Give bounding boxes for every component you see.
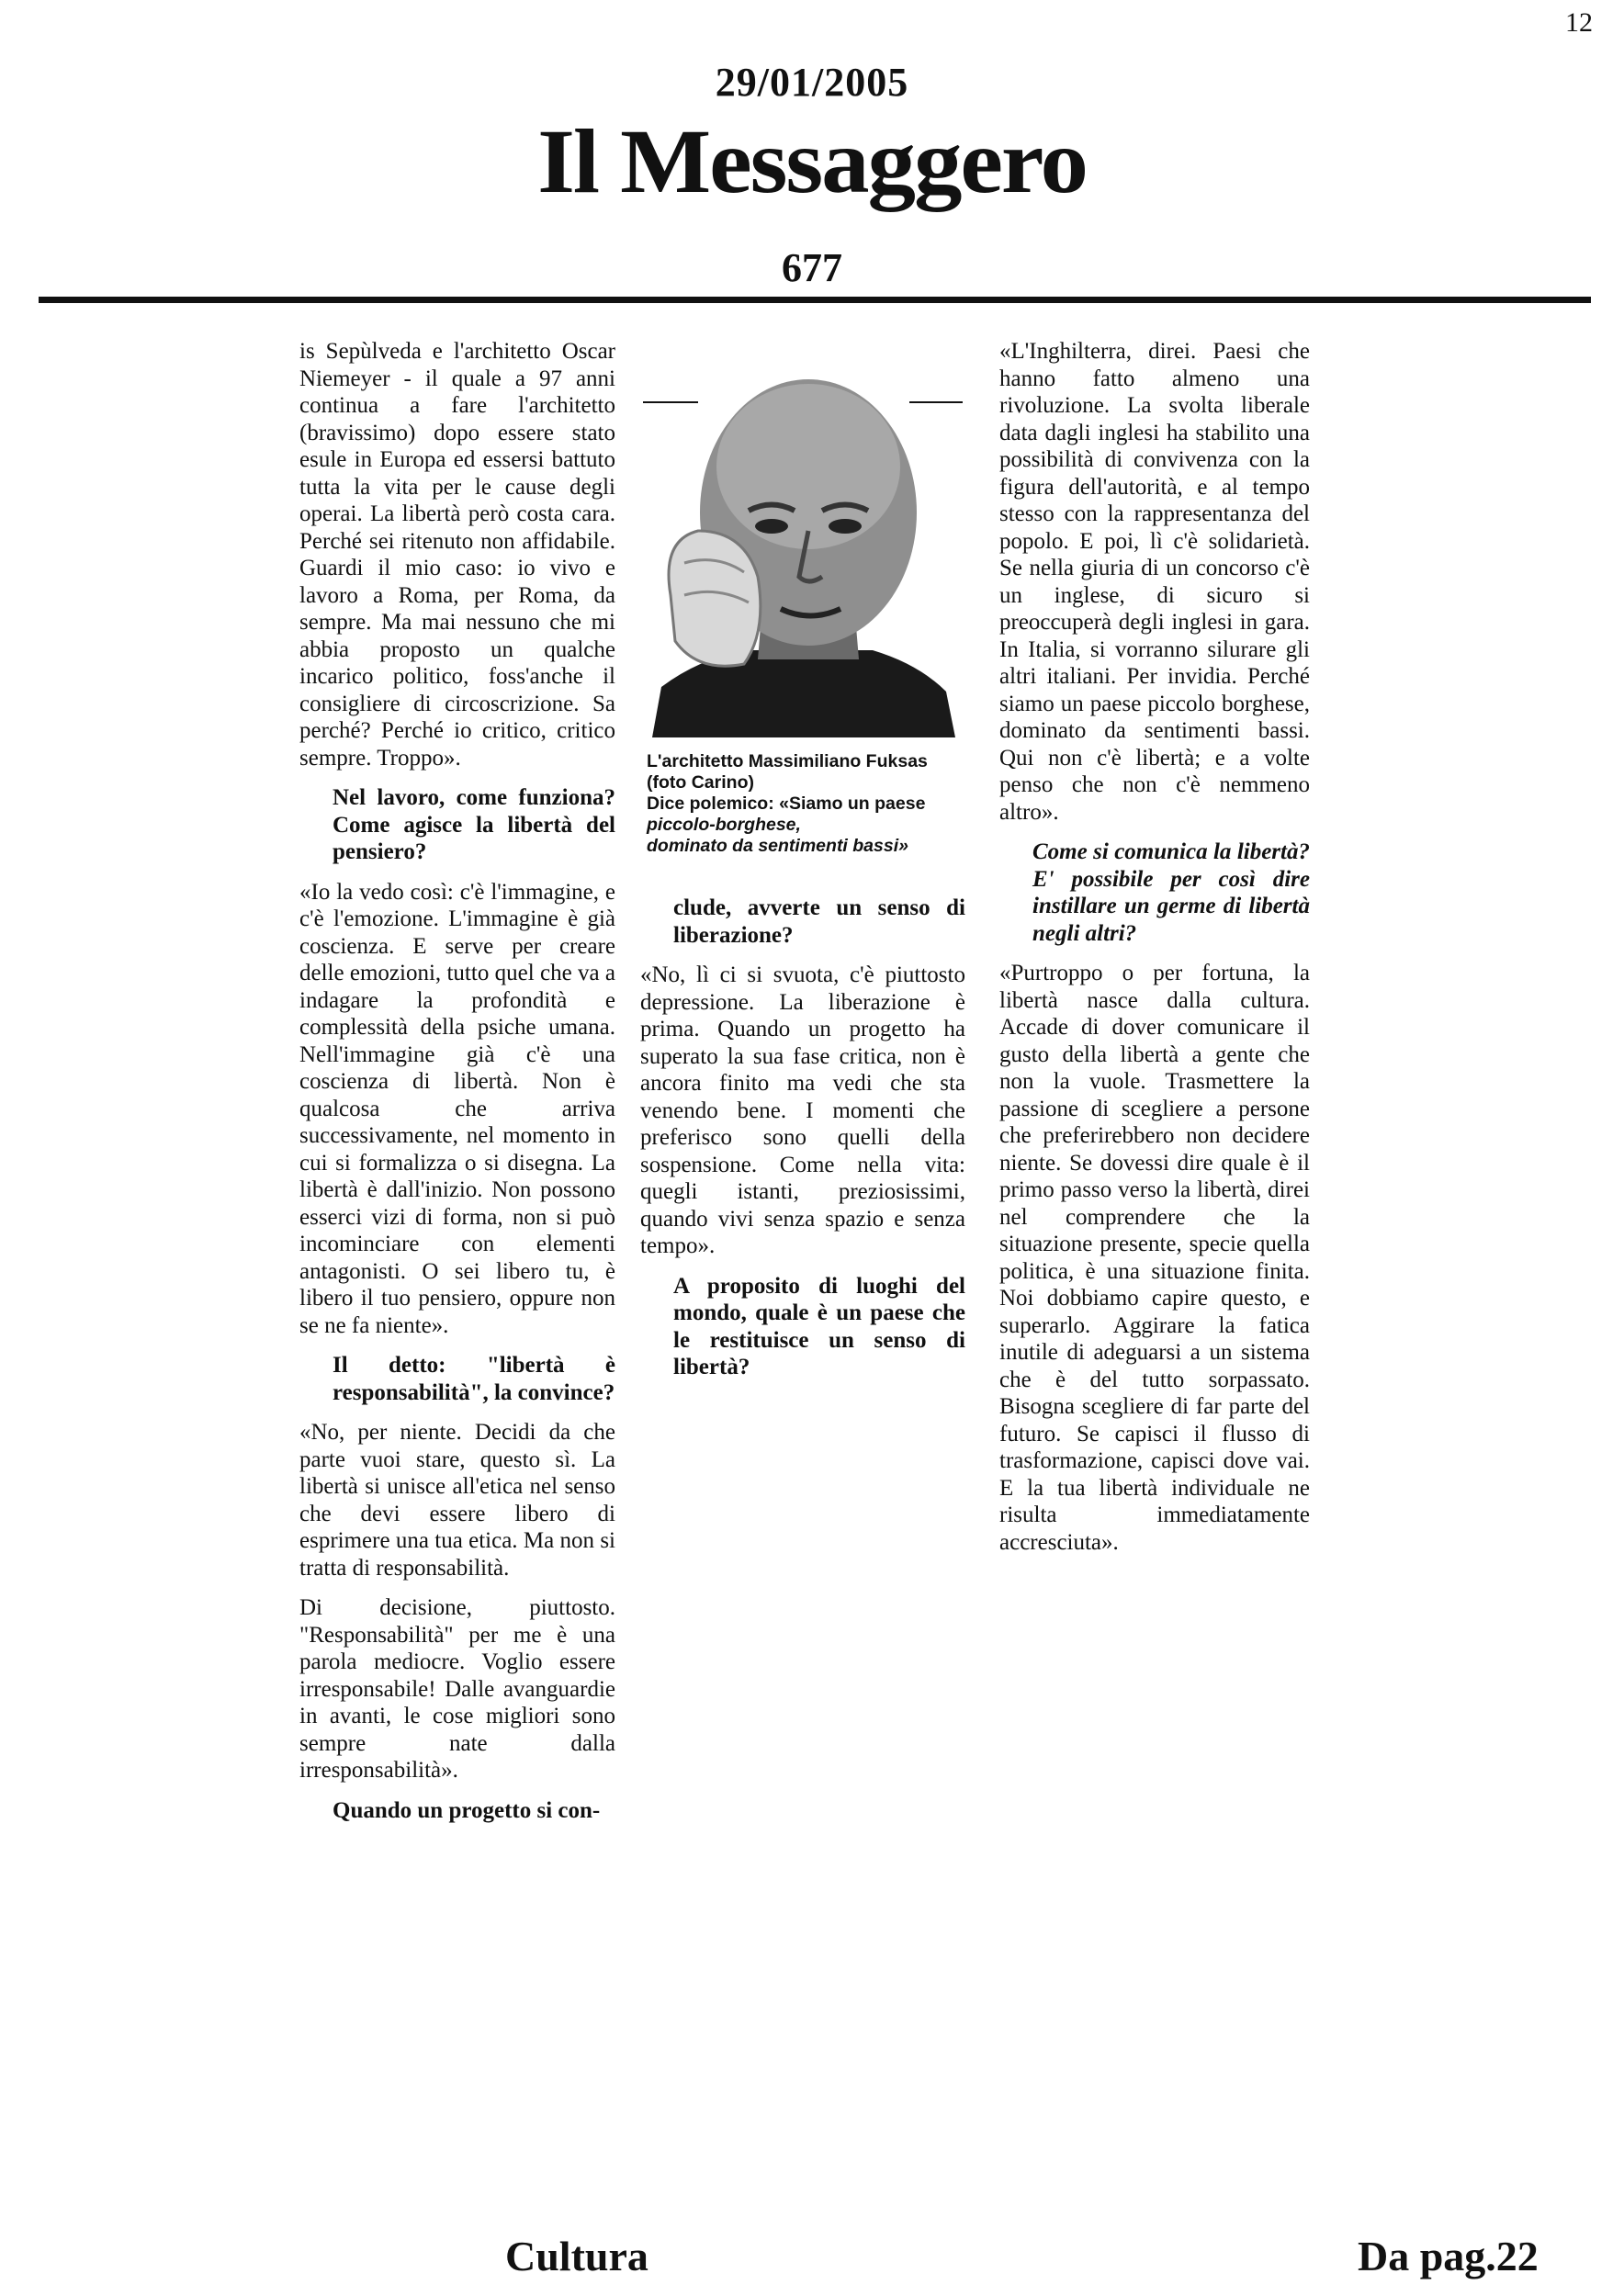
masthead-date: 29/01/2005 (715, 60, 909, 105)
article-column-middle (640, 895, 965, 1394)
paragraph: «No, per niente. Decidi da che parte vuoi stare, questo sì. La libertà si unisce all'etica nel senso che devi essere libero di esprimere una tua etica. Ma non si tratta di responsabilità. (299, 1420, 615, 1581)
caption-line: (foto Carino) (647, 772, 754, 793)
newspaper-logo: Il Messaggero (537, 110, 1087, 212)
caption-line: dominato da sentimenti bassi» (647, 836, 908, 856)
page-number: 12 (1565, 7, 1593, 38)
interview-question: Quando un progetto si con- (333, 1797, 601, 1823)
header-rule (39, 297, 1591, 303)
portrait-image (643, 356, 963, 737)
paragraph: Di decisione, piuttosto. "Responsabilità" per me è una parola mediocre. Voglio essere irresponsabile! Dalle avanguardie in avanti, le cose migliori sono sempre nate dalla irresponsabilità». (299, 1595, 615, 1783)
photo-caption (647, 751, 968, 857)
caption-line: L'architetto Massimiliano Fuksas (647, 751, 928, 771)
article-column-right (999, 338, 1310, 1569)
interview-question: clude, avverte un senso di liberazione? (673, 895, 965, 948)
article-column-left (299, 338, 615, 1837)
paragraph: «L'Inghilterra, direi. Paesi che hanno fatto almeno una rivoluzione. La svolta liberale data dagli inglesi ha stabilito una possibilità di convivenza con la figura dell'autorità, e al tempo stesso con la rappresentanza del popolo. E poi, lì c'è solidarietà. Se nella giuria di un concorso c'è un inglese, di sicuro si preoccuperà degli inglesi in gara. In Italia, si vorranno silurare gli altri italiani. Per invidia. Perché siamo un paese piccolo borghese, dominato da sentimenti bassi. Qui non c'è libertà; e a volte penso che non c'è nemmeno altro». (999, 339, 1310, 825)
paragraph: «Purtroppo o per fortuna, la libertà nasce dalla cultura. Accade di dover comunicare il gusto della libertà a gente che non la vuole. Trasmettere la passione di scegliere a persone che preferirebbero non decidere niente. Se dovessi dire quale è il primo passo verso la libertà, direi nel comprendere che la situazione presente, specie quella politica, è una situazione finita. Noi dobbiamo capire questo, e superarlo. Aggirare la fatica inutile di adeguarsi a un sistema che è del tutto sorpassato. Bisogna scegliere di far parte del futuro. Se capisci il flusso di trasformazione, capisci dove vai. E la tua libertà individuale ne risulta immediatamente accresciuta». (999, 961, 1310, 1555)
footer-source-page: Da pag.22 (1358, 2233, 1539, 2279)
footer-section-name: Cultura (505, 2233, 648, 2279)
interview-question: Nel lavoro, come funziona? Come agisce la libertà del pensiero? (333, 785, 615, 864)
caption-line: piccolo-borghese, (647, 815, 801, 835)
paragraph: is Sepùlveda e l'architetto Oscar Niemeyer - il quale a 97 anni continua a fare l'architetto (bravissimo) dopo essere stato esule in Europa ed essersi battuto tutta la vita per le cause degli operai. La libertà però costa cara. Perché sei ritenuto non affidabile. Guardi il mio caso: io vivo e lavoro a Roma, per Roma, da sempre. Ma mai nessuno che mi abbia proposto un qualche incarico politico, foss'anche il consigliere di circoscrizione. Sa perché? Perché io critico, critico sempre. Troppo». (299, 339, 615, 771)
paragraph: «Io la vedo così: c'è l'immagine, e c'è l'emozione. L'immagine è già coscienza. E serve per creare delle emozioni, tutto quel che va a indagare la profondità e complessità della psiche umana. Nell'immagine già c'è una coscienza di libertà. Non è qualcosa che arriva successivamente, nel momento in cui si formalizza o si disegna. La libertà è dall'inizio. Non possono esserci vizi di forma, non si può incominciare con elementi antagonisti. O sei libero tu, è libero il tuo pensiero, oppure non se ne fa niente». (299, 879, 615, 1338)
architect-photo (643, 356, 963, 737)
interview-question: Il detto: "libertà è responsabilità", la convince? (333, 1353, 615, 1405)
caption-line: Dice polemico: «Siamo un paese (647, 793, 926, 814)
paragraph: «No, lì ci si svuota, c'è piuttosto depressione. La liberazione è prima. Quando un progetto ha superato la sua fase critica, non è ancora finito ma vedi che sta venendo bene. I momenti che preferisco sono quelli della sospensione. Come nella vita: quegli istanti, preziosissimi, quando vivi senza spazio e senza tempo». (640, 962, 965, 1258)
interview-question: A proposito di luoghi del mondo, quale è un paese che le restituisce un senso di libertà? (673, 1273, 965, 1379)
masthead-code: 677 (782, 245, 842, 290)
interview-question: Come si comunica la libertà? E' possibile per così dire instillare un germe di libertà negli altri? (1032, 839, 1310, 946)
